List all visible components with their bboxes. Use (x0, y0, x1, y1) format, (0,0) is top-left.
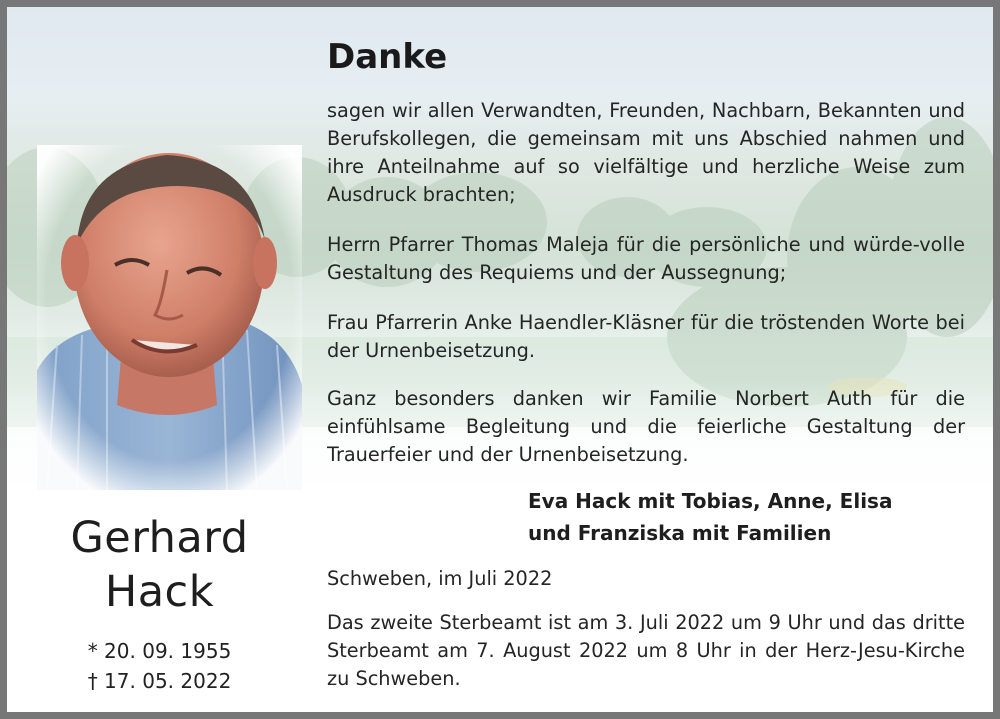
signature-line: Eva Hack mit Tobias, Anne, Elisa (528, 489, 893, 513)
death-date: † 17. 05. 2022 (87, 669, 232, 693)
service-info: Das zweite Sterbeamt ist am 3. Juli 2022 um 9 Uhr und das dritte Sterbeamt am 7. August 2022 um 8 Uhr in der Herz-Jesu-Kirche zu Schweben. (327, 611, 965, 690)
thanks-paragraph: Herrn Pfarrer Thomas Maleja für die persönliche und würde-volle Gestaltung des Requiems und der Aussegnung; (327, 233, 965, 284)
thanks-paragraph: Ganz besonders danken wir Familie Norbert Auth für die einfühlsame Begleitung und die feierliche Gestaltung der Trauerfeier und der Urnenbeisetzung. (327, 387, 965, 466)
deceased-first-name: Gerhard (70, 513, 249, 563)
deceased-last-name: Hack (104, 567, 215, 617)
obituary-card (7, 7, 993, 712)
thanks-paragraph: Frau Pfarrerin Anke Haendler-Kläsner für die tröstenden Worte bei der Urnenbeisetzung. (327, 311, 965, 362)
notice-title: Danke (327, 37, 448, 77)
place-date: Schweben, im Juli 2022 (327, 567, 553, 590)
birth-date: * 20. 09. 1955 (87, 639, 232, 663)
signature-line: und Franziska mit Familien (528, 521, 832, 545)
thanks-paragraph: sagen wir allen Verwandten, Freunden, Nachbarn, Bekannten und Berufskollegen, die gemeinsam mit uns Abschied nahmen und ihre Anteilnahme auf so vielfältige und herzliche Weise zum Ausdruck brachten; (327, 99, 965, 206)
portrait-photo (37, 145, 302, 490)
